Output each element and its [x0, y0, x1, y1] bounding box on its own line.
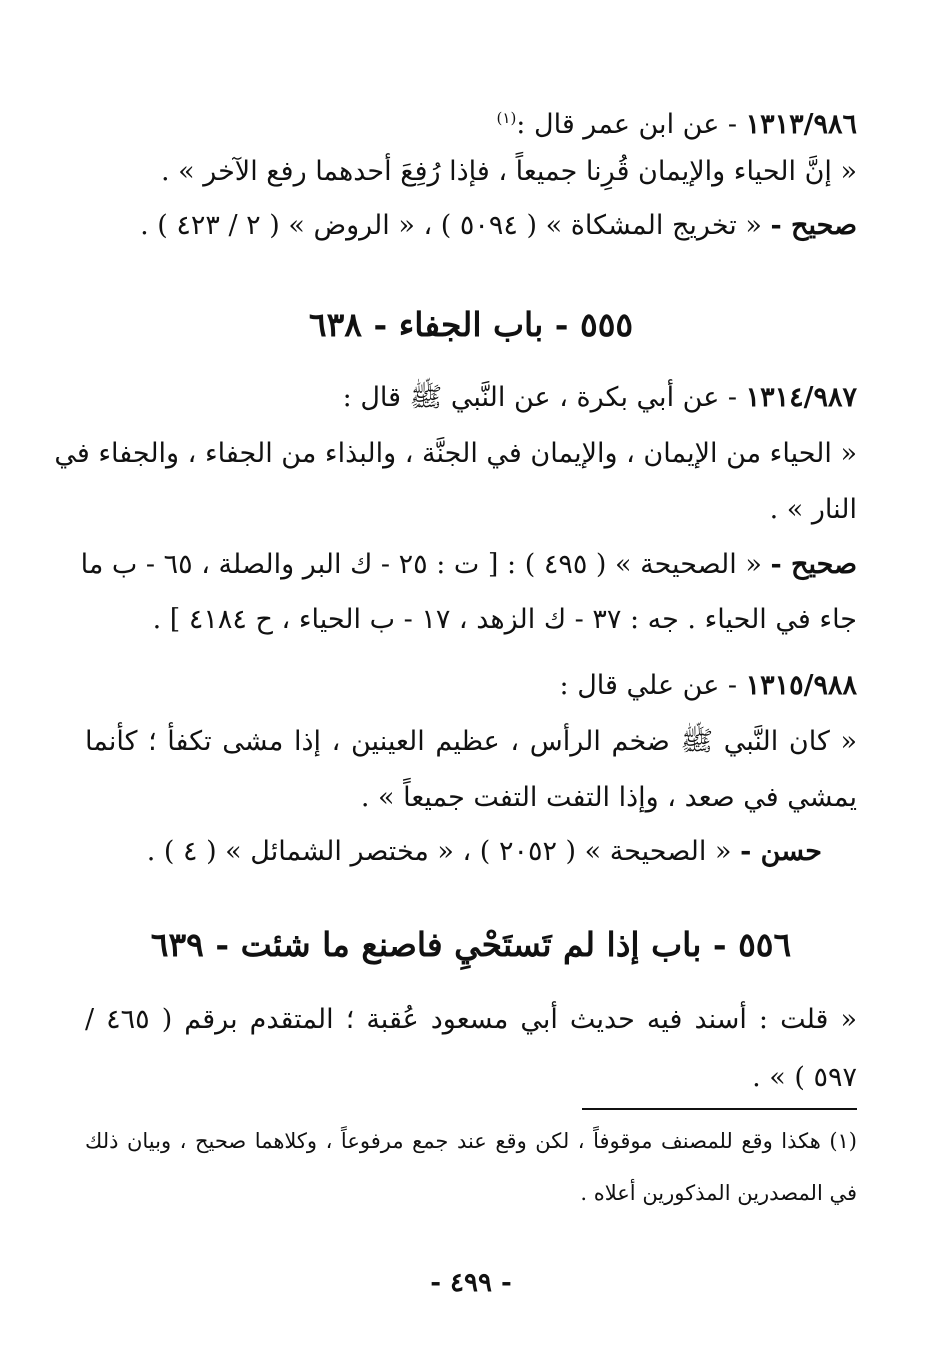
hadith-987-text-line2: النار » .	[769, 494, 857, 525]
footnote-marker: (١)	[496, 109, 517, 127]
hadith-987-grade-line1	[80, 545, 857, 585]
hadith-987-header	[85, 378, 857, 418]
grade-label: حسن -	[740, 836, 822, 867]
hadith-intro: - عن ابن عمر قال :	[516, 109, 746, 140]
grade-source: « الصحيحة » ( ٤٩٥ ) : [ ت : ٢٥ - ك البر والصلة ، ٦٥ - ب ما	[80, 549, 771, 580]
hadith-988-text-line2: يمشي في صعد ، وإذا التفت التفت جميعاً » .	[360, 782, 857, 813]
footnote-line2: في المصدرين المذكورين أعلاه .	[580, 1181, 857, 1205]
hadith-intro: - عن علي قال :	[559, 670, 746, 701]
grade-label: صحيح -	[770, 549, 857, 580]
hadith-number: ١٣١٣/٩٨٦	[745, 109, 857, 140]
hadith-988-grade	[85, 832, 822, 872]
hadith-986-text: « إنَّ الحياء والإيمان قُرِنا جميعاً ، فإذا رُفِعَ أحدهما رفع الآخر » .	[160, 156, 857, 187]
hadith-intro: - عن أبي بكرة ، عن النَّبي ﷺ قال :	[342, 382, 746, 413]
hadith-986-grade	[85, 206, 857, 246]
chapter-556-note-line1: « قلت : أسند فيه حديث أبي مسعود عُقبة ؛ المتقدم برقم ( ٤٦٥ /	[85, 1004, 857, 1035]
page-number: - ٤٩٩ -	[430, 1268, 512, 1298]
hadith-986-header	[85, 98, 857, 145]
grade-source: « تخريج المشكاة » ( ٥٠٩٤ ) ، « الروض » ( ٢ / ٤٢٣ ) .	[140, 210, 771, 241]
chapter-heading-556: ٥٥٦ - باب إذا لم تَستَحْيِ فاصنع ما شئت - ٦٣٩	[150, 925, 792, 964]
hadith-number: ١٣١٤/٩٨٧	[745, 382, 857, 413]
footnote-divider	[582, 1108, 857, 1110]
grade-source: « الصحيحة » ( ٢٠٥٢ ) ، « مختصر الشمائل » ( ٤ ) .	[146, 836, 741, 867]
hadith-987-grade-line2: جاء في الحياء . جه : ٣٧ - ك الزهد ، ١٧ - ب الحياء ، ح ٤١٨٤ ] .	[152, 604, 857, 635]
chapter-556-note-line2: ٥٩٧ ) » .	[752, 1062, 857, 1093]
hadith-number: ١٣١٥/٩٨٨	[745, 670, 857, 701]
hadith-987-text-line1: « الحياء من الإيمان ، والإيمان في الجنَّة ، والبذاء من الجفاء ، والجفاء في	[54, 438, 857, 469]
grade-label: صحيح -	[770, 210, 857, 241]
hadith-988-text-line1: « كان النَّبي ﷺ ضخم الرأس ، عظيم العينين ، إذا مشى تكفأ ؛ كأنما	[85, 726, 857, 757]
chapter-heading-555: ٥٥٥ - باب الجفاء - ٦٣٨	[308, 305, 634, 344]
footnote-line1: (١) هكذا وقع للمصنف موقوفاً ، لكن وقع عند جمع مرفوعاً ، وكلاهما صحيح ، وبيان ذلك	[85, 1129, 857, 1153]
hadith-988-header	[85, 666, 857, 706]
